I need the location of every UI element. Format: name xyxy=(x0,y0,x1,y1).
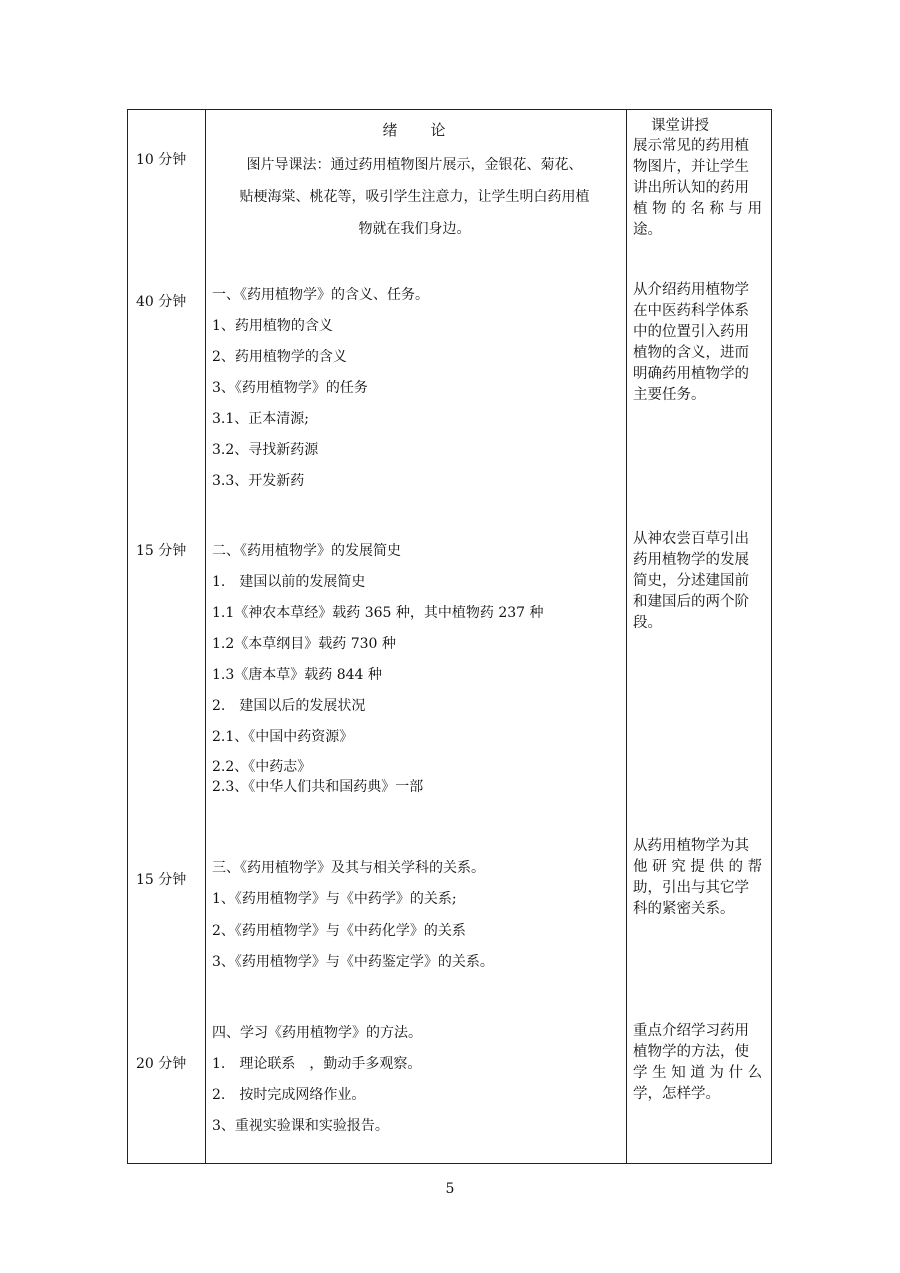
content-line: 3、重视实验课和实验报告。 xyxy=(212,1118,389,1134)
note-line: 和建国后的两个阶 xyxy=(633,594,749,610)
note-line: 植物学的方法，使 xyxy=(633,1044,749,1060)
intro-line: 图片导课法：通过药用植物图片展示，金银花、菊花、 xyxy=(246,157,583,173)
teaching-method: 课堂讲授 xyxy=(651,118,709,134)
time-cell: 20 分钟 xyxy=(136,1056,187,1072)
note-line: 他 研 究 提 供 的 帮 xyxy=(633,859,763,875)
note-line: 植物的含义，进而 xyxy=(633,345,749,361)
note-line: 在中医药科学体系 xyxy=(633,303,749,319)
note-line: 讲出所认知的药用 xyxy=(633,180,749,196)
note-line: 从介绍药用植物学 xyxy=(633,282,749,298)
content-line: 2.2、《中药志》 xyxy=(212,759,312,775)
content-line: 2.3、《中华人们共和国药典》一部 xyxy=(212,779,424,795)
page-number: 5 xyxy=(445,1181,455,1197)
note-line: 重点介绍学习药用 xyxy=(633,1023,749,1039)
content-line: 四、学习《药用植物学》的方法。 xyxy=(212,1025,422,1041)
content-line: 二、《药用植物学》的发展简史 xyxy=(212,543,401,559)
note-line: 从药用植物学为其 xyxy=(633,838,749,854)
content-line: 2. 按时完成网络作业。 xyxy=(212,1087,366,1103)
note-line: 主要任务。 xyxy=(633,387,706,403)
note-line: 学 生 知 道 为 什 么 xyxy=(633,1065,763,1081)
content-line: 2、药用植物学的含义 xyxy=(212,349,347,365)
note-line: 段。 xyxy=(633,615,662,631)
note-line: 明确药用植物学的 xyxy=(633,366,749,382)
content-line: 1、药用植物的含义 xyxy=(212,318,333,334)
time-cell: 15 分钟 xyxy=(136,872,187,888)
content-line: 3、《药用植物学》的任务 xyxy=(212,380,368,396)
note-line: 中的位置引入药用 xyxy=(633,324,749,340)
time-cell: 10 分钟 xyxy=(136,152,187,168)
column-divider xyxy=(626,110,627,1163)
column-divider xyxy=(205,110,206,1163)
section-heading: 绪 论 xyxy=(382,121,447,139)
lesson-plan-table xyxy=(127,109,772,1164)
intro-line: 贴梗海棠、桃花等，吸引学生注意力，让学生明白药用植 xyxy=(239,189,590,205)
content-line: 1、《药用植物学》与《中药学》的关系; xyxy=(212,891,457,907)
content-line: 2.1、《中国中药资源》 xyxy=(212,729,354,745)
content-line: 2. 建国以后的发展状况 xyxy=(212,698,366,714)
note-line: 途。 xyxy=(633,222,662,238)
note-line: 药用植物学的发展 xyxy=(633,552,749,568)
note-line: 简史，分述建国前 xyxy=(633,573,749,589)
note-line: 物图片，并让学生 xyxy=(633,159,749,175)
content-line: 1.2《本草纲目》载药 730 种 xyxy=(212,636,396,652)
content-line: 3.3、开发新药 xyxy=(212,473,305,489)
time-cell: 40 分钟 xyxy=(136,294,187,310)
note-line: 科的紧密关系。 xyxy=(633,901,735,917)
note-line: 从神农尝百草引出 xyxy=(633,531,749,547)
content-line: 3.2、寻找新药源 xyxy=(212,442,319,458)
content-line: 1. 理论联系 ，勤动手多观察。 xyxy=(212,1056,422,1072)
content-line: 3、《药用植物学》与《中药鉴定学》的关系。 xyxy=(212,954,494,970)
note-line: 植 物 的 名 称 与 用 xyxy=(633,201,763,217)
note-line: 助，引出与其它学 xyxy=(633,880,749,896)
note-line: 展示常见的药用植 xyxy=(633,138,749,154)
note-line: 学，怎样学。 xyxy=(633,1086,720,1102)
intro-line: 物就在我们身边。 xyxy=(358,221,471,237)
content-line: 2、《药用植物学》与《中药化学》的关系 xyxy=(212,923,466,939)
content-line: 3.1、正本清源; xyxy=(212,411,309,427)
content-line: 1.3《唐本草》载药 844 种 xyxy=(212,667,382,683)
content-line: 一、《药用植物学》的含义、任务。 xyxy=(212,287,429,303)
time-cell: 15 分钟 xyxy=(136,543,187,559)
content-line: 1. 建国以前的发展简史 xyxy=(212,574,366,590)
content-line: 1.1《神农本草经》载药 365 种，其中植物药 237 种 xyxy=(212,605,544,621)
content-line: 三、《药用植物学》及其与相关学科的关系。 xyxy=(212,860,485,876)
